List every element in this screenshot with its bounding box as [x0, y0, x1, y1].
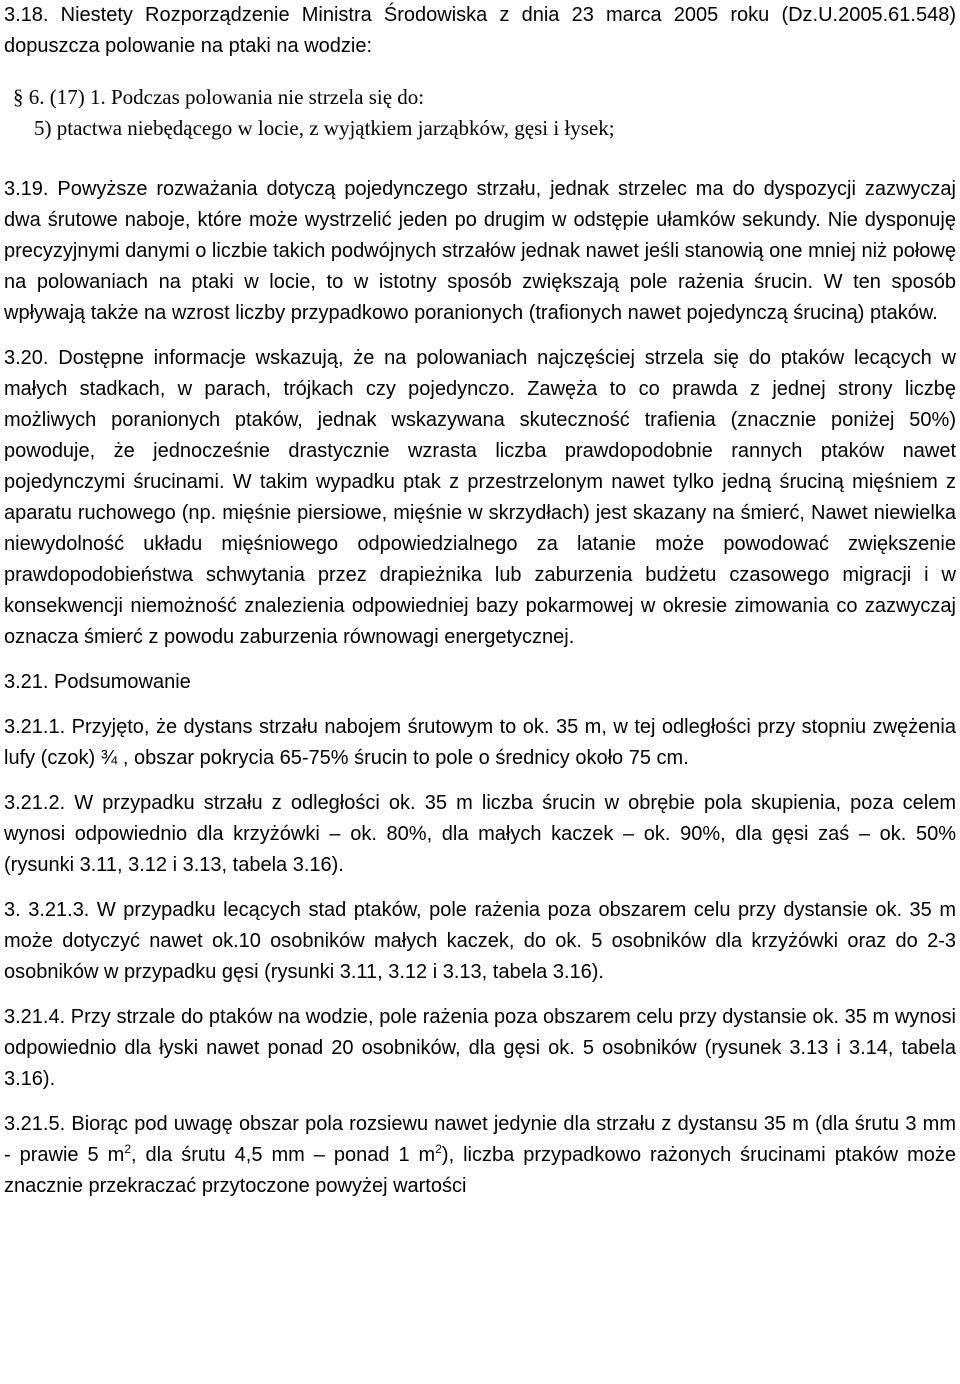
quote-line-1: § 6. (17) 1. Podczas polowania nie strzela się do: — [13, 85, 425, 109]
superscript-squared-1: 2 — [124, 1142, 131, 1156]
paragraph-3-20: 3.20. Dostępne informacje wskazują, że na polowaniach najczęściej strzela się do ptaków lecących w małych stadkach, w parach, trójkach czy pojedynczo. Zawęża to co prawda z jednej strony liczbę możliwych poranionych ptaków, jednak wskazywana skuteczność trafienia (znacznie poniżej 50%) powoduje, że jednocześnie drastycznie wzrasta liczba prawdopodobnie rannych ptaków nawet pojedynczymi śrucinami. W takim wypadku ptak z przestrzelonym nawet tylko jedną śruciną mięśniem z aparatu ruchowego (np. mięśnie piersiowe, mięśnie w skrzydłach) jest skazany na śmierć, Nawet niewielka niewydolność układu mięśniowego odpowiedzialnego za latanie może powodować zwiększenie prawdopodobieństwa schwytania przez drapieżnika lub zaburzenia budżetu czasowego migracji i w konsekwencji niemożność znalezienia odpowiedniej bazy pokarmowej w okresie zimowania co zazwyczaj oznacza śmierć z powodu zaburzenia równowagi energetycznej. — [4, 347, 956, 648]
paragraph-3-21-5-part1: 3.21.5. Biorąc pod uwagę obszar pola rozsiewu nawet jedynie dla strzału z dystansu 35 m (dla śrutu 3 mm - prawie 5 m — [4, 1113, 956, 1166]
paragraph-3-21-3: 3. 3.21.3. W przypadku lecących stad ptaków, pole rażenia poza obszarem celu przy dystansie ok. 35 m może dotyczyć nawet ok.10 osobników małych kaczek, do ok. 5 osobników dla krzyżówki oraz do 2-3 osobników w przypadku gęsi (rysunki 3.11, 3.12 i 3.13, tabela 3.16). — [4, 899, 956, 983]
superscript-squared-2: 2 — [435, 1142, 442, 1156]
document-page — [4, 0, 956, 1202]
paragraph-3-21-1: 3.21.1. Przyjęto, że dystans strzału nabojem śrutowym to ok. 35 m, w tej odległości przy stopniu zwężenia lufy (czok) ¾ , obszar pokrycia 65-75% śrucin to pole o średnicy około 75 cm. — [4, 716, 956, 769]
paragraph-3-21-2: 3.21.2. W przypadku strzału z odległości ok. 35 m liczba śrucin w obrębie pola skupienia, poza celem wynosi odpowiednio dla krzyżówki – ok. 80%, dla małych kaczek – ok. 90%, dla gęsi zaś – ok. 50% (rysunki 3.11, 3.12 i 3.13, tabela 3.16). — [4, 792, 956, 876]
quote-line-2: 5) ptactwa niebędącego w locie, z wyjątkiem jarząbków, gęsi i łysek; — [34, 116, 615, 140]
paragraph-3-21-5-part2: , dla śrutu 4,5 mm – ponad 1 m — [131, 1144, 436, 1166]
paragraph-3-19: 3.19. Powyższe rozważania dotyczą pojedynczego strzału, jednak strzelec ma do dyspozycji zazwyczaj dwa śrutowe naboje, które może wystrzelić jeden po drugim w odstępie ułamków sekundy. Nie dysponuję precyzyjnymi danymi o liczbie takich podwójnych strzałów jednak nawet jeśli stanowią one mniej niż połowę na polowaniach na ptaki w locie, to w istotny sposób zwiększają pole rażenia śrucin. W ten sposób wpływają także na wzrost liczby przypadkowo poranionych (trafionych nawet pojedynczą śruciną) ptaków. — [4, 178, 956, 324]
paragraph-3-21-5-part3: ), liczba przypadkowo rażonych śrucinami ptaków może znacznie przekraczać przytoczone powyżej wartości — [4, 1144, 956, 1197]
paragraph-3-21-5 — [4, 1109, 956, 1202]
section-heading-summary: 3.21. Podsumowanie — [4, 671, 191, 693]
paragraph-3-21-4: 3.21.4. Przy strzale do ptaków na wodzie, pole rażenia poza obszarem celu przy dystansie ok. 35 m wynosi odpowiednio dla łyski nawet ponad 20 osobników, dla gęsi ok. 5 osobników (rysunek 3.13 i 3.14, tabela 3.16). — [4, 1006, 956, 1090]
paragraph-3-18: 3.18. Niestety Rozporządzenie Ministra Środowiska z dnia 23 marca 2005 roku (Dz.U.2005.61.548) dopuszcza polowanie na ptaki na wodzie: — [4, 4, 956, 57]
legal-quote — [4, 82, 956, 144]
